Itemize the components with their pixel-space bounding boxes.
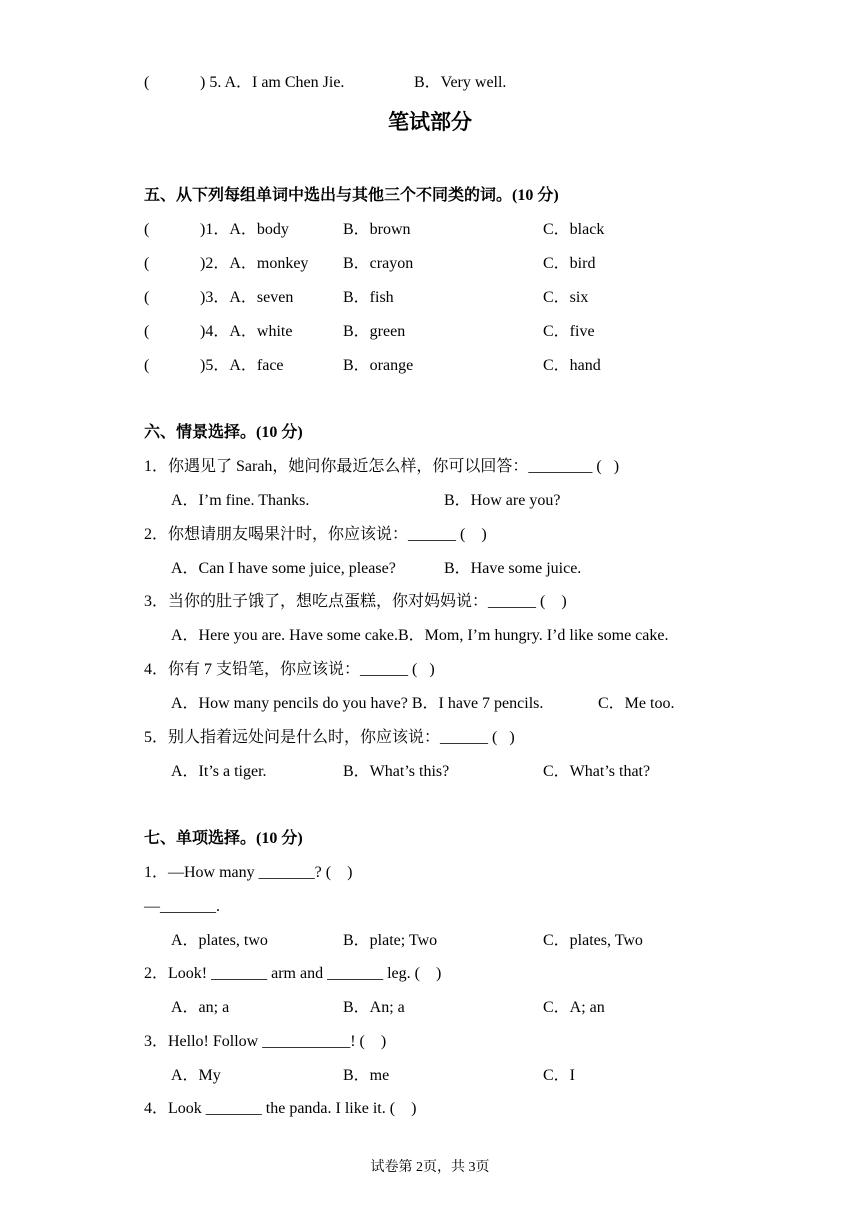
option-c: C．black (543, 221, 605, 238)
option-a: A．It’s a tiger. (171, 763, 267, 780)
question-stem (0, 895, 860, 919)
option-b: B．brown (343, 221, 411, 238)
section-heading (0, 184, 860, 208)
question-text: 1．—How many _______? ( ) (144, 864, 353, 881)
question-text: —_______. (144, 898, 220, 915)
option-b: B．fish (343, 289, 394, 306)
answer-paren: ( (144, 357, 150, 374)
question-row (0, 286, 860, 310)
question-stem (0, 1097, 860, 1121)
answer-paren: ( (144, 323, 150, 340)
option-a: )3．A．seven (200, 289, 294, 306)
question-text: 5．别人指着远处问是什么时，你应该说：______ ( ) (144, 729, 515, 746)
question-text: 2．Look! _______ arm and _______ leg. ( ) (144, 965, 442, 982)
option-a: ) 5. A．I am Chen Jie. (200, 74, 345, 91)
option-a: )5．A．face (200, 357, 284, 374)
page-footer: 试卷第 2页，共 3页 (370, 1160, 490, 1175)
question-text: 4．Look _______ the panda. I like it. ( ) (144, 1100, 417, 1117)
section-heading-text: 七、单项选择。(10 分) (144, 830, 303, 847)
question-stem (0, 726, 860, 750)
section-heading-text: 六、情景选择。(10 分) (144, 424, 303, 441)
question-row (0, 252, 860, 276)
option-c: C．six (543, 289, 589, 306)
option-a: )2．A．monkey (200, 255, 309, 272)
option-c: C．What’s that? (543, 763, 651, 780)
section-heading (0, 421, 860, 445)
option-b: B．Very well. (414, 74, 507, 91)
question-text: 3．Hello! Follow ___________! ( ) (144, 1033, 387, 1050)
question-stem (0, 658, 860, 682)
option-c: C．plates, Two (543, 932, 643, 949)
options-row (0, 996, 860, 1020)
answer-paren: ( (144, 221, 150, 238)
options-row (0, 692, 860, 716)
options-row (0, 929, 860, 953)
answer-paren: ( (144, 74, 150, 91)
option-b: B．plate; Two (343, 932, 438, 949)
option-a: A．an; a (171, 999, 230, 1016)
question-stem (0, 523, 860, 547)
question-text: 4．你有 7 支铅笔，你应该说：______ ( ) (144, 661, 435, 678)
option-c: C．A; an (543, 999, 605, 1016)
answer-paren: ( (144, 289, 150, 306)
options-row (0, 760, 860, 784)
option-a: )1．A．body (200, 221, 289, 238)
option-c: C．I (543, 1067, 576, 1084)
option-a: )4．A．white (200, 323, 293, 340)
question-stem (0, 962, 860, 986)
option-b: B．green (343, 323, 406, 340)
option-a: A．My (171, 1067, 221, 1084)
question-stem (0, 590, 860, 614)
option-b: B．me (343, 1067, 390, 1084)
option-c: C．bird (543, 255, 596, 272)
question-stem (0, 455, 860, 479)
option-a: A．I’m fine. Thanks. (171, 492, 310, 509)
options-row (0, 489, 860, 513)
page-title: 笔试部分 (388, 110, 472, 134)
option-b: B．How are you? (444, 492, 561, 509)
question-row (0, 71, 860, 95)
question-stem (0, 861, 860, 885)
option-a: A．Here you are. Have some cake.B．Mom, I’m hungry. I’d like some cake. (171, 627, 669, 644)
question-text: 3．当你的肚子饿了，想吃点蛋糕，你对妈妈说：______ ( ) (144, 593, 567, 610)
option-c: C．Me too. (598, 695, 675, 712)
question-text: 1．你遇见了 Sarah，她问你最近怎么样，你可以回答：________ ( ) (144, 458, 620, 475)
option-c: C．five (543, 323, 595, 340)
answer-paren: ( (144, 255, 150, 272)
option-c: C．hand (543, 357, 601, 374)
option-b: B．orange (343, 357, 414, 374)
option-a: A．Can I have some juice, please? (171, 560, 396, 577)
option-b: B．crayon (343, 255, 414, 272)
question-row (0, 320, 860, 344)
question-row (0, 354, 860, 378)
question-stem (0, 1030, 860, 1054)
option-a: A．How many pencils do you have? B．I have 7 pencils. (171, 695, 544, 712)
question-text: 2．你想请朋友喝果汁时，你应该说：______ ( ) (144, 526, 487, 543)
options-row (0, 557, 860, 581)
section-heading-text: 五、从下列每组单词中选出与其他三个不同类的词。(10 分) (144, 187, 559, 204)
option-b: B．Have some juice. (444, 560, 582, 577)
options-row (0, 1064, 860, 1088)
option-b: B．What’s this? (343, 763, 450, 780)
question-row (0, 218, 860, 242)
options-row (0, 624, 860, 648)
section-heading (0, 827, 860, 851)
option-a: A．plates, two (171, 932, 268, 949)
option-b: B．An; a (343, 999, 405, 1016)
